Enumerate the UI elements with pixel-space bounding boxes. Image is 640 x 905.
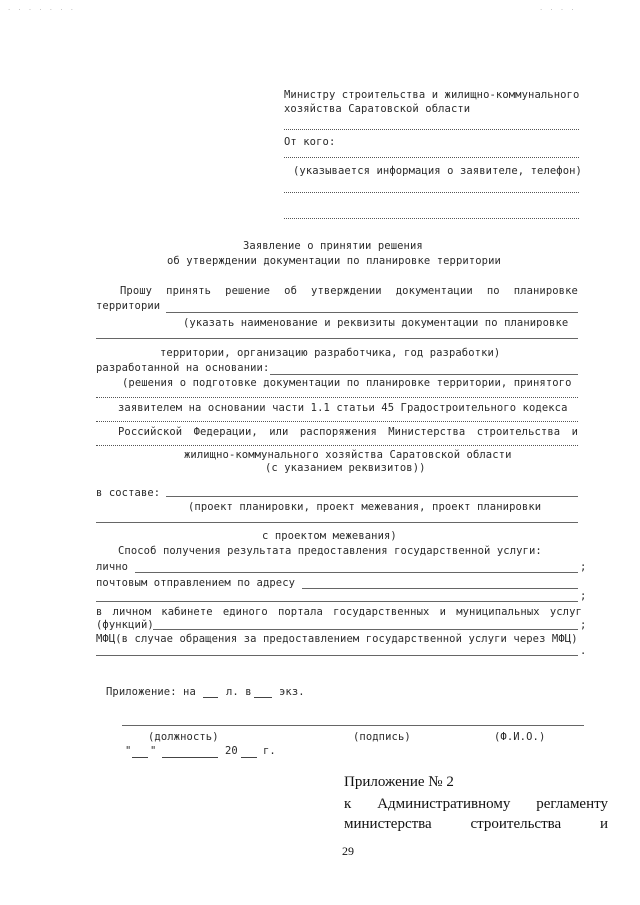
request-line-2: территории xyxy=(96,300,161,312)
addressee-line-1: Министру строительства и жилищно-коммунального xyxy=(284,89,580,101)
opt-cabinet-line-1: в личном кабинете единого портала государственных и муниципальных услуг xyxy=(96,606,582,618)
doc-hint-2: территории, организацию разработчика, год разработки) xyxy=(160,347,501,359)
appendix-title: Приложение № 2 xyxy=(344,774,454,790)
composition-rule-1 xyxy=(166,496,578,497)
composition-hint-2: с проектом межевания) xyxy=(262,530,397,542)
addressee-line-2: хозяйства Саратовской области xyxy=(284,103,471,115)
appendix-line-2: к Административному регламенту xyxy=(344,796,608,812)
opt-personal-semicolon: ; xyxy=(580,561,587,573)
basis-rule-1 xyxy=(270,374,578,375)
basis-line-3: Российской Федерации, или распоряжения Министерства строительства и xyxy=(118,426,578,438)
territory-rule xyxy=(166,312,578,313)
opt-personal-field[interactable] xyxy=(135,572,578,573)
from-label: От кого: xyxy=(284,136,336,148)
opt-mfc-label: МФЦ(в случае обращения за предоставлением государственной услуги через МФЦ) xyxy=(96,633,578,645)
page-number: 29 xyxy=(342,844,354,858)
date-year-prefix: 20 xyxy=(225,745,238,757)
request-line-1: Прошу принять решение об утверждении документации по планировке xyxy=(120,285,578,297)
attachment-copies: экз. xyxy=(279,686,305,698)
date-quote-close: " xyxy=(150,745,157,757)
basis-line-4: жилищно-коммунального хозяйства Саратовской области xyxy=(184,449,512,461)
date-month-field[interactable] xyxy=(162,757,218,758)
attachment-sheets: л. в xyxy=(226,686,252,698)
signature-sign: (подпись) xyxy=(353,731,411,743)
method-title: Способ получения результата предоставления государственной услуги: xyxy=(118,545,542,557)
opt-mail-semicolon: ; xyxy=(580,590,587,602)
opt-cabinet-semicolon: ; xyxy=(580,619,587,631)
opt-mail-field-2[interactable] xyxy=(96,601,578,602)
date-year-field[interactable] xyxy=(241,757,257,758)
opt-mail-field[interactable] xyxy=(302,588,578,589)
from-rule xyxy=(284,157,579,158)
date-day-field[interactable] xyxy=(132,757,148,758)
attachment-sheets-field[interactable] xyxy=(203,697,218,698)
composition-rule-2 xyxy=(96,522,578,523)
basis-line-2: заявителем на основании части 1.1 статьи 45 Градостроительного кодекса xyxy=(118,402,568,414)
basis-rule-2 xyxy=(96,397,578,398)
appendix-line-3: министерства строительства и xyxy=(344,816,608,832)
opt-cabinet-line-2: (функций) xyxy=(96,619,154,631)
opt-mfc-field[interactable] xyxy=(96,655,578,656)
date-quote-open: " xyxy=(125,745,132,757)
attachment-label: Приложение: на xyxy=(106,686,196,698)
doc-rule xyxy=(96,338,578,339)
signature-position: (должность) xyxy=(148,731,219,743)
basis-line-5: (с указанием реквизитов)) xyxy=(265,462,426,474)
title-line-2: об утверждении документации по планировке территории xyxy=(167,255,501,267)
date-year-suffix: г. xyxy=(263,745,276,757)
basis-rule-3 xyxy=(96,421,578,422)
developed-label: разработанной на основании: xyxy=(96,362,270,374)
basis-line-1: (решения о подготовке документации по планировке территории, принятого xyxy=(122,377,572,389)
opt-mfc-period: . xyxy=(580,645,587,657)
attachment-copies-field[interactable] xyxy=(254,697,272,698)
composition-hint-1: (проект планировки, проект межевания, проект планировки xyxy=(188,501,542,513)
opt-cabinet-field[interactable] xyxy=(153,629,578,630)
scan-artifact-left: · · · · · · · xyxy=(8,6,76,14)
applicant-rule-1 xyxy=(284,192,579,193)
basis-rule-4 xyxy=(96,445,578,446)
opt-mail-label: почтовым отправлением по адресу xyxy=(96,577,296,589)
signature-fio: (Ф.И.О.) xyxy=(494,731,546,743)
signature-rule[interactable] xyxy=(122,725,584,726)
composition-label: в составе: xyxy=(96,487,161,499)
applicant-hint: (указывается информация о заявителе, телефон) xyxy=(293,165,582,177)
opt-personal-label: лично xyxy=(96,561,129,573)
addressee-rule xyxy=(284,129,579,130)
doc-hint-1: (указать наименование и реквизиты документации по планировке xyxy=(183,317,569,329)
applicant-rule-2 xyxy=(284,218,579,219)
scan-artifact-right: · · · · xyxy=(540,6,577,14)
title-line-1: Заявление о принятии решения xyxy=(243,240,423,252)
